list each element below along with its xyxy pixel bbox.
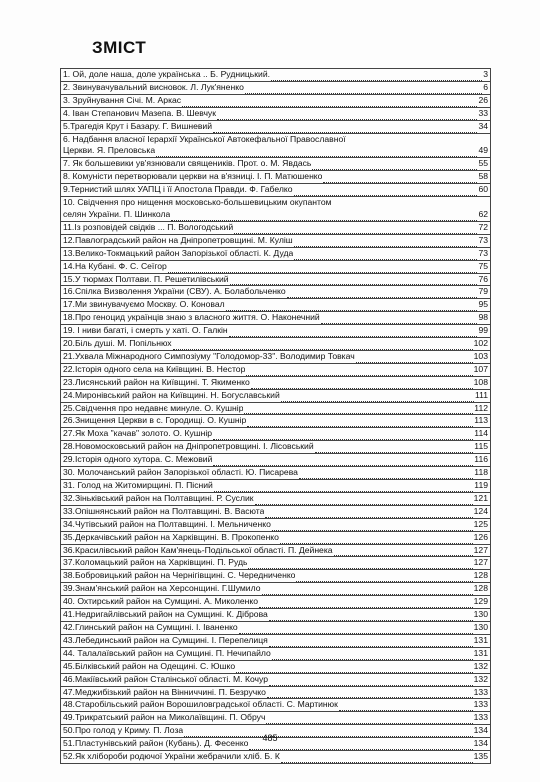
- toc-entry-title: 7. Як большевики ув'язнювали священиків. Прот. о. М. Явдась: [63, 158, 312, 169]
- toc-entry: [61, 69, 491, 82]
- toc-entry-title: 34.Чутівський район на Полтавщині. І. Мельниченко: [63, 518, 271, 529]
- toc-entry: [61, 377, 491, 390]
- toc-entry-title: 45.Білківський район на Одещині. С. Юшко: [63, 660, 236, 671]
- dot-leader: [182, 99, 477, 107]
- dot-leader: [269, 678, 473, 686]
- toc-entry-row: [63, 415, 488, 427]
- toc-entry-row: [63, 274, 488, 286]
- toc-entry-page: 116: [474, 454, 488, 465]
- toc-entry-title: 4. Іван Степанович Мазепа. В. Шевчук: [63, 107, 216, 118]
- toc-entry-page: 118: [474, 467, 488, 478]
- toc-entry: [61, 441, 491, 454]
- toc-entry: [61, 622, 491, 635]
- page-number: 485: [262, 733, 278, 743]
- toc-entry-title: 2. Звинувачувальний висновок. Л. Лук'яненко: [63, 81, 244, 92]
- toc-entry-title: 36.Красилівський район Кам'янець-Подільської області. П. Дейнека: [63, 544, 333, 555]
- dot-leader: [255, 497, 473, 505]
- toc-entry-title: 22.Історія одного села на Київщині. В. Нестор: [63, 363, 246, 374]
- toc-entry-title: 27.Як Моха "качав" золото. О. Кушнір: [63, 428, 213, 439]
- toc-entry: [61, 286, 491, 299]
- toc-entry-page: 119: [474, 480, 488, 490]
- dot-leader: [156, 149, 477, 157]
- dot-leader: [281, 394, 474, 402]
- dot-leader: [334, 548, 473, 556]
- toc-entry-page: 72: [478, 221, 488, 232]
- dot-leader: [173, 342, 473, 350]
- toc-entry-row: [63, 108, 488, 120]
- toc-entry-title: 35.Деркачівський район на Харківщині. В. Прокопенко: [63, 531, 279, 542]
- toc-entry-title: Церкви. Я. Преловська: [63, 145, 156, 156]
- toc-entry-row: [63, 699, 488, 711]
- toc-entry-page: 115: [474, 441, 488, 452]
- toc-entry: [61, 222, 491, 235]
- toc-entry-row: [63, 687, 488, 699]
- toc-entry-page: 129: [473, 596, 488, 607]
- toc-entry-page: 3: [483, 69, 488, 79]
- toc-entry: [61, 364, 491, 377]
- toc-entry: [61, 235, 491, 248]
- toc-entry-row: [63, 596, 488, 608]
- toc-entry: [61, 699, 491, 712]
- toc-entry-row: [63, 428, 488, 440]
- toc-entry-page: 128: [473, 583, 488, 594]
- toc-entry-page: 95: [478, 299, 488, 310]
- page-title: ЗМІСТ: [92, 38, 147, 57]
- toc-entry-title: 21.Ухвала Міжнародного Симпозіуму "Голодомор-33". Володимир Товкач: [63, 350, 355, 361]
- toc-entry: [61, 299, 491, 312]
- toc-entry-page: 130: [473, 621, 488, 632]
- toc-entry-page: 125: [473, 518, 488, 529]
- toc-entry-title: 8. Комуністи перетворювали церкви на в'язниці. І. П. Матюшенко: [63, 171, 323, 182]
- toc-entry-title: 28.Новомосковський район на Дніпропетровщині. І. Лісовський: [63, 441, 314, 452]
- toc-entry-title: 23.Лисянський район на Київщині. Т. Якименко: [63, 376, 250, 387]
- toc-entry-row: [63, 158, 488, 170]
- toc-entry: [61, 390, 491, 403]
- toc-entry-title: 42.Глинський район на Сумщині. І. Іваненко: [63, 621, 238, 632]
- toc-entry: [61, 82, 491, 95]
- toc-entry-row: [63, 145, 488, 157]
- toc-entry-title: 11.Із розповідей свідків ... П. Вологодський: [63, 221, 234, 232]
- dot-leader: [299, 471, 473, 479]
- toc-entry: [61, 274, 491, 287]
- toc-entry-row: [63, 570, 488, 582]
- toc-entry: [61, 674, 491, 687]
- dot-leader: [248, 561, 472, 569]
- toc-entry: [61, 261, 491, 274]
- toc-entry-row: [63, 69, 488, 81]
- toc-entry-page: 132: [473, 660, 488, 671]
- toc-entry-page: 131: [473, 647, 488, 658]
- toc-entry-page: 108: [473, 376, 488, 387]
- toc-entry-page: 60: [478, 184, 488, 195]
- toc-entry-page: 128: [473, 570, 488, 581]
- toc-entry-page: 111: [474, 389, 488, 400]
- dot-leader: [356, 355, 473, 363]
- toc-entry-row: [63, 286, 488, 298]
- toc-entry: [61, 248, 491, 261]
- toc-entry-page: 121: [473, 492, 488, 503]
- dot-leader: [230, 277, 478, 285]
- dot-leader: [315, 445, 474, 453]
- dot-leader: [266, 716, 472, 724]
- toc-entry-page: 75: [478, 260, 488, 271]
- toc-entry-page: 133: [473, 712, 488, 723]
- dot-leader: [213, 458, 473, 466]
- toc-entry-title: 43.Лебединський район на Сумщині. І. Перепелиця: [63, 634, 268, 645]
- dot-leader: [265, 510, 472, 518]
- toc-entry: [61, 712, 491, 725]
- toc-entry-row: [63, 454, 488, 466]
- toc-entry-page: 131: [473, 634, 488, 645]
- toc-entry-page: 73: [478, 234, 488, 245]
- toc-entry-title: 40. Охтирський район на Сумщині. А. Миколенко: [63, 596, 259, 607]
- dot-leader: [214, 484, 473, 492]
- toc-entry-row: [63, 493, 488, 505]
- toc-entry-page: 130: [473, 609, 488, 620]
- toc-entry-title: 41.Недригайлівський район на Сумщині. К. Діброва: [63, 609, 268, 620]
- toc-entry: [61, 171, 491, 184]
- toc-entry: [61, 545, 491, 558]
- toc-entry-page: 79: [478, 286, 488, 297]
- toc-entry-title: 13.Велико-Токмацький район Запорізької області. К. Дуда: [63, 247, 294, 258]
- dot-leader: [239, 626, 473, 634]
- toc-entry-page: 49: [478, 145, 488, 156]
- toc-entry-title: 20.Біль душі. М. Попільнюх: [63, 338, 172, 349]
- toc-entry-row: [63, 712, 488, 724]
- toc-entry-page: 133: [473, 699, 488, 710]
- toc-entry-page: 132: [473, 673, 488, 684]
- toc-entry-title: 44. Талалаївський район на Сумщині. П. Нечипайло: [63, 647, 271, 658]
- toc-entry: [61, 661, 491, 674]
- toc-entry: [61, 635, 491, 648]
- dot-leader: [213, 432, 473, 440]
- toc-entry-row: [63, 82, 488, 94]
- toc-entry: [61, 158, 491, 171]
- dot-leader: [259, 600, 473, 608]
- toc-entry: [61, 648, 491, 661]
- toc-entry-page: 76: [478, 273, 488, 284]
- toc-entry-page: 107: [473, 363, 488, 374]
- toc-entry-title: 17.Ми звинувачуємо Москву. О. Коновал: [63, 299, 225, 310]
- toc-entry-page: 62: [478, 208, 488, 219]
- toc-entry: [61, 428, 491, 441]
- toc-entry-row: [63, 95, 488, 107]
- toc-entry-row: [63, 171, 488, 183]
- dot-leader: [229, 329, 478, 337]
- dot-leader: [269, 639, 473, 647]
- toc-entry-title: 51.Пластунівський район (Кубань). Д. Фесенко: [63, 738, 249, 749]
- dot-leader: [321, 316, 478, 324]
- toc-entry-title: 1. Ой, доле наша, доле українська .. Б. Рудницький.: [63, 69, 271, 79]
- toc-entry-page: 102: [473, 338, 488, 349]
- toc-entry-row: [63, 622, 488, 634]
- dot-leader: [234, 226, 477, 234]
- dot-leader: [251, 381, 473, 389]
- toc-entry-page: 127: [473, 557, 488, 568]
- toc-entry: [61, 532, 491, 545]
- toc-entry-row: [63, 235, 488, 247]
- toc-entry-row: [63, 351, 488, 363]
- toc-entry-page: 135: [473, 751, 488, 762]
- toc-entry-title: 39.Знам'янський район на Херсонщині. Г.Шумило: [63, 583, 261, 594]
- toc-entry-page: 34: [478, 120, 488, 131]
- dot-leader: [272, 523, 473, 531]
- toc-entry: [61, 519, 491, 532]
- toc-entry-row: [63, 441, 488, 453]
- toc-entry-row: [63, 364, 488, 376]
- toc-entry: [61, 197, 491, 222]
- toc-entry: [61, 134, 491, 159]
- toc-entry-title-line: 10. Свідчення про нищення московсько-большевицьким окупантом: [63, 197, 332, 208]
- toc-entry: [61, 338, 491, 351]
- toc-entry: [61, 596, 491, 609]
- toc-entry: [61, 403, 491, 416]
- dot-leader: [244, 406, 473, 414]
- toc-entry: [61, 609, 491, 622]
- toc-entry-page: 58: [478, 171, 488, 182]
- dot-leader: [168, 265, 478, 273]
- dot-leader: [312, 162, 477, 170]
- dot-leader: [339, 703, 473, 711]
- toc-entry: [61, 570, 491, 583]
- toc-entry: [61, 95, 491, 108]
- dot-leader: [294, 239, 478, 247]
- toc-entry-page: 6: [483, 81, 488, 92]
- toc-entry-row: [63, 519, 488, 531]
- toc-entry-title: 29.Історія одного хутора. С. Межовий: [63, 454, 213, 465]
- toc-entry: [61, 312, 491, 325]
- dot-leader: [262, 587, 473, 595]
- toc-entry: [61, 415, 491, 428]
- toc-entry-page: 114: [474, 428, 488, 439]
- toc-entry-title: 37.Коломацький район на Харківщині. П. Рудь: [63, 557, 248, 568]
- dot-leader: [171, 213, 477, 221]
- toc-entry-row: [63, 532, 488, 544]
- toc-entry-page: 73: [478, 247, 488, 258]
- dot-leader: [217, 112, 477, 120]
- toc-entry-row: [63, 609, 488, 621]
- toc-entry-row: [63, 751, 488, 763]
- toc-entry-title: 19. І ниви багаті, і смерть у хаті. О. Галкін: [63, 325, 228, 336]
- toc-entry-row: [63, 209, 488, 221]
- toc-entry-page: 98: [478, 312, 488, 323]
- dot-leader: [280, 536, 473, 544]
- toc-entry-title: 31. Голод на Житомирщині. П. Пісний: [63, 480, 213, 490]
- toc-entry-title-line: 6. Надбання власної Ієрархії Української Автокефальної Православної: [63, 133, 346, 144]
- dot-leader: [247, 419, 473, 427]
- toc-entry-row: [63, 338, 488, 350]
- dot-leader: [281, 755, 473, 763]
- toc-entry-row: [63, 467, 488, 479]
- dot-leader: [272, 652, 473, 660]
- toc-entry-row: [63, 184, 488, 196]
- toc-entry-page: 133: [473, 686, 488, 697]
- toc-entry-title: 33.Опішнянський район на Полтавщині. В. Васюта: [63, 505, 265, 516]
- toc-entry-row: [63, 506, 488, 518]
- toc-entry-title: 16.Спілка Визволення України (СВУ). А. Болабольченко: [63, 286, 286, 297]
- toc-entry: [61, 506, 491, 519]
- dot-leader: [249, 742, 472, 750]
- toc-entry-title: 46.Макіївський район Сталінської області. М. Кочур: [63, 673, 268, 684]
- toc-entry: [61, 454, 491, 467]
- dot-leader: [323, 175, 477, 183]
- toc-entry-row: [63, 661, 488, 673]
- toc-entry-page: 124: [473, 505, 488, 516]
- toc-entry-page: 99: [478, 325, 488, 336]
- toc-entry-page: 55: [478, 158, 488, 169]
- toc-entry-title: 47.Меджибізький район на Вінниччині. П. Безручко: [63, 686, 266, 697]
- toc-entry: [61, 557, 491, 570]
- dot-leader: [246, 368, 472, 376]
- toc-entry: [61, 687, 491, 700]
- toc-entry-row: [63, 248, 488, 260]
- toc-entry-title: 30. Молочанський район Запорізької області. Ю. Писарева: [63, 467, 298, 478]
- toc-entry-title: 14.На Кубані. Ф. С. Сеїгор: [63, 260, 167, 271]
- toc-entry-title: 52.Як хлібороби родючої України жебрачили хліб. Б. К: [63, 751, 280, 762]
- toc-entry: [61, 467, 491, 480]
- toc-entry-page: 113: [474, 415, 488, 426]
- toc-entry-row: [63, 635, 488, 647]
- toc-entry-row: [63, 674, 488, 686]
- toc-entry-page: 126: [473, 531, 488, 542]
- toc-entry-title: 49.Трикратський район на Миколаївщині. П. Обруч: [63, 712, 266, 723]
- toc-entry-row: [63, 299, 488, 311]
- toc-entry-title: 15.У тюрмах Полтави. П. Решетилівський: [63, 273, 229, 284]
- toc-entry-title: 3. Зруйнування Січі. М. Аркас: [63, 94, 182, 105]
- toc-entry-row: [63, 480, 488, 492]
- toc-entry: [61, 351, 491, 364]
- toc-entry-title: 32.Зіньківський район на Полтавщині. Р. Суслик: [63, 492, 254, 503]
- toc-entry-title: 18.Про геноцид українців знаю з власного життя. О. Наконечний: [63, 312, 320, 323]
- toc-entry: [61, 480, 491, 493]
- toc-entry-title: 26.Знищення Церкви в с. Городищі. О. Кушнір: [63, 415, 247, 426]
- toc-entry-row: [63, 557, 488, 569]
- toc-entry: [61, 184, 491, 197]
- toc-entry-row: [63, 583, 488, 595]
- toc-entry-title: 9.Тернистий шлях УАПЦ і її Апостола Правди. Ф. Габелко: [63, 184, 293, 195]
- toc-entry-title: 25.Свідчення про недавнє минуле. О. Кушнір: [63, 402, 244, 413]
- toc-entry-title: 5.Трагедія Крут і Базару. Г. Вишневий: [63, 120, 213, 131]
- toc-entry-page: 134: [473, 725, 488, 736]
- toc-entry-page: 33: [478, 107, 488, 118]
- toc-entry-page: 112: [474, 402, 488, 413]
- toc-entry-row: [63, 377, 488, 389]
- toc-entry-row: [63, 312, 488, 324]
- toc-entry-page: 26: [478, 94, 488, 105]
- toc-entry: [61, 121, 491, 134]
- dot-leader: [296, 574, 472, 582]
- dot-leader: [294, 252, 477, 260]
- toc-entry-title: 24.Миронівський район на Київщині. Н. Богуславський: [63, 389, 280, 400]
- table-of-contents: [60, 68, 491, 764]
- toc-entry: [61, 108, 491, 121]
- toc-entry-row: [63, 403, 488, 415]
- toc-entry-title: селян України. П. Шинкола: [63, 208, 171, 219]
- toc-entry-page: 127: [473, 544, 488, 555]
- dot-leader: [267, 690, 473, 698]
- toc-entry: [61, 493, 491, 506]
- toc-entry-row: [63, 121, 488, 133]
- toc-entry-row: [63, 222, 488, 234]
- toc-entry-row: [63, 325, 488, 337]
- dot-leader: [236, 665, 473, 673]
- toc-entry-page: 134: [473, 738, 488, 749]
- toc-entry-page: 103: [473, 350, 488, 361]
- dot-leader: [213, 125, 477, 133]
- toc-entry-row: [63, 545, 488, 557]
- toc-entry-title: 12.Павлоградський район на Дніпропетровщині. М. Куліш: [63, 234, 293, 245]
- toc-entry-row: [63, 648, 488, 660]
- dot-leader: [245, 86, 482, 94]
- toc-entry-row: [63, 390, 488, 402]
- dot-leader: [294, 188, 478, 196]
- toc-entry: [61, 325, 491, 338]
- dot-leader: [226, 303, 478, 311]
- dot-leader: [269, 613, 473, 621]
- dot-leader: [271, 73, 482, 81]
- toc-entry: [61, 583, 491, 596]
- toc-entry-title: 50.Про голод у Криму. П. Лоза: [63, 725, 184, 736]
- toc-entry-title: 38.Бобровицький район на Чернігівщині. С. Чередниченко: [63, 570, 296, 581]
- toc-entry-title: 48.Старобільський район Ворошиловградської області. С. Мартинюк: [63, 699, 338, 710]
- toc-entry: [61, 751, 491, 764]
- toc-entry-row: [63, 261, 488, 273]
- dot-leader: [287, 290, 478, 298]
